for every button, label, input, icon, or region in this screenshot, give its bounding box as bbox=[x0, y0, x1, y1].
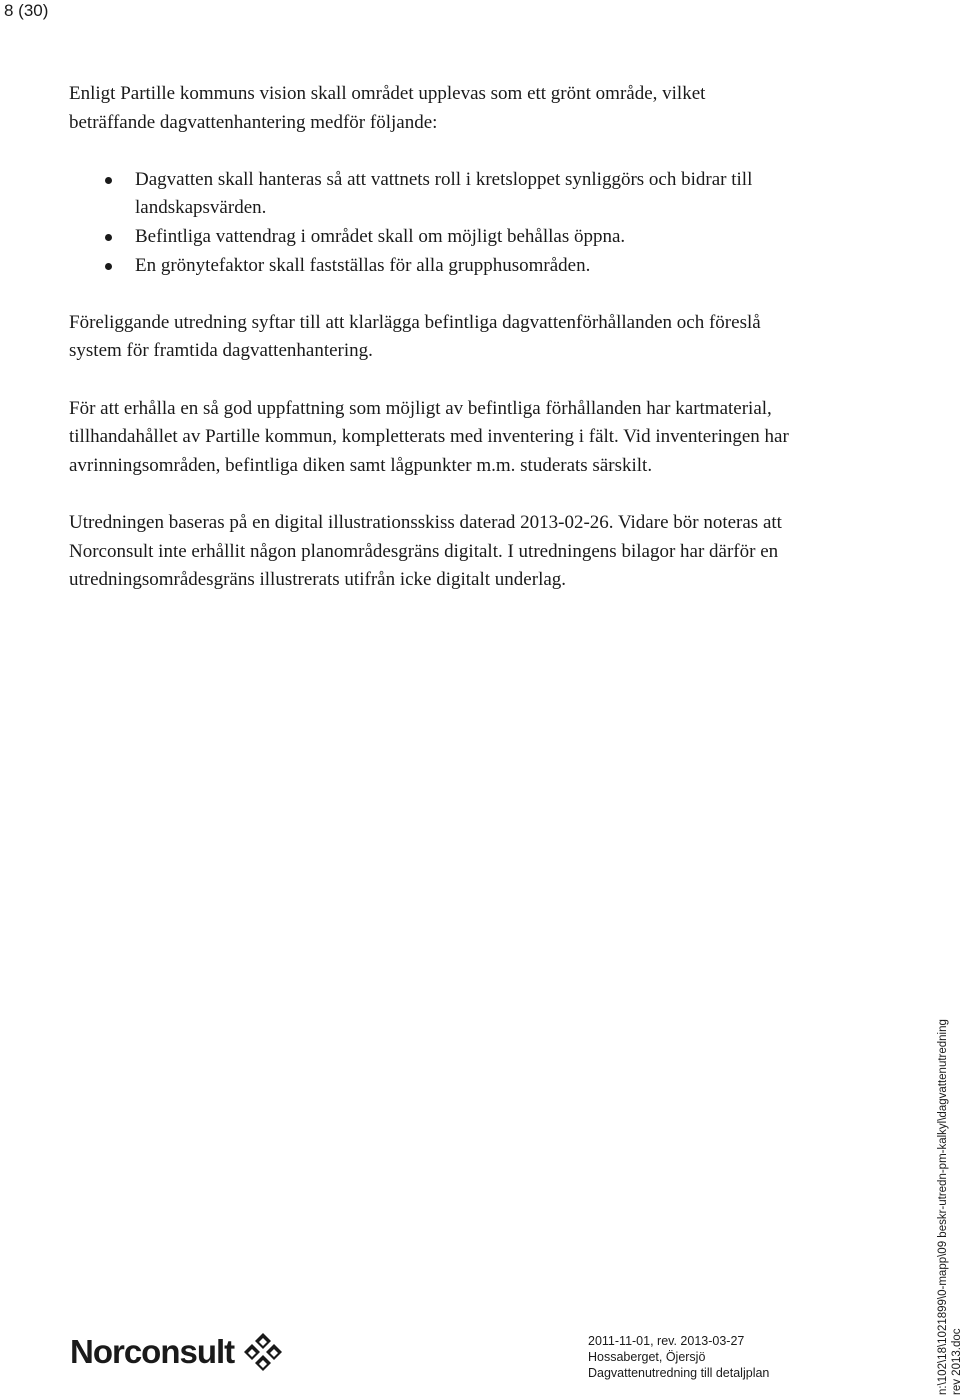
footer-date: 2011-11-01, rev. 2013-03-27 bbox=[588, 1334, 745, 1348]
footer-title: Dagvattenutredning till detaljplan bbox=[588, 1366, 770, 1380]
page-number: 8 (30) bbox=[4, 1, 49, 20]
list-item bbox=[135, 252, 789, 281]
purpose-text: Föreliggande utredning syftar till att klarlägga befintliga dagvattenförhållanden och föreslå system för framtida dagvattenhantering. bbox=[69, 311, 761, 362]
logo-mark-icon bbox=[240, 1332, 286, 1372]
bullet-icon bbox=[105, 263, 112, 270]
intro-paragraph bbox=[69, 80, 789, 137]
basis-text: Utredningen baseras på en digital illustrationsskiss daterad 2013-02-26. Vidare bör noteras att Norconsult inte erhållit någon planområdesgräns digitalt. I utredningens bilagor har därför en utredningsområdesgräns illustrerats utifrån icke digitalt underlag. bbox=[69, 511, 782, 591]
norconsult-logo bbox=[70, 1332, 286, 1372]
list-item-text: Dagvatten skall hanteras så att vattnets roll i kretsloppet synliggörs och bidrar till landskapsvärden. bbox=[135, 168, 753, 219]
bullet-icon bbox=[105, 234, 112, 241]
footer-location: Hossaberget, Öjersjö bbox=[588, 1350, 706, 1364]
logo-wordmark: Norconsult bbox=[70, 1333, 235, 1370]
requirements-list bbox=[69, 166, 789, 280]
file-path-line: n:\102\18\1021899\0-mapp\09 beskr-utredn-pm-kalkyl\dagvattenutredning bbox=[937, 1019, 949, 1395]
basis-paragraph bbox=[69, 509, 789, 595]
method-paragraph bbox=[69, 395, 789, 481]
method-text: För att erhålla en så god uppfattning som möjligt av befintliga förhållanden har kartmaterial, tillhandahållet av Partille kommun, kompletterats med inventering i fält. Vid inventeringen har avrinningsområden, befintliga diken samt lågpunkter m.m. studerats särskilt. bbox=[69, 397, 789, 476]
intro-text: Enligt Partille kommuns vision skall området upplevas som ett grönt område, vilket beträffande dagvattenhantering medför följande: bbox=[69, 83, 706, 133]
file-path bbox=[936, 1019, 964, 1395]
list-item-text: En grönytefaktor skall fastställas för alla grupphusområden. bbox=[135, 254, 591, 276]
file-path-line: rev 2013.doc bbox=[951, 1328, 963, 1395]
bullet-icon bbox=[105, 177, 112, 184]
list-item-text: Befintliga vattendrag i området skall om möjligt behållas öppna. bbox=[135, 225, 626, 247]
footer-document-info bbox=[588, 1333, 769, 1381]
list-item bbox=[135, 223, 789, 252]
document-body bbox=[69, 80, 789, 623]
list-item bbox=[135, 166, 789, 223]
purpose-paragraph bbox=[69, 309, 789, 366]
